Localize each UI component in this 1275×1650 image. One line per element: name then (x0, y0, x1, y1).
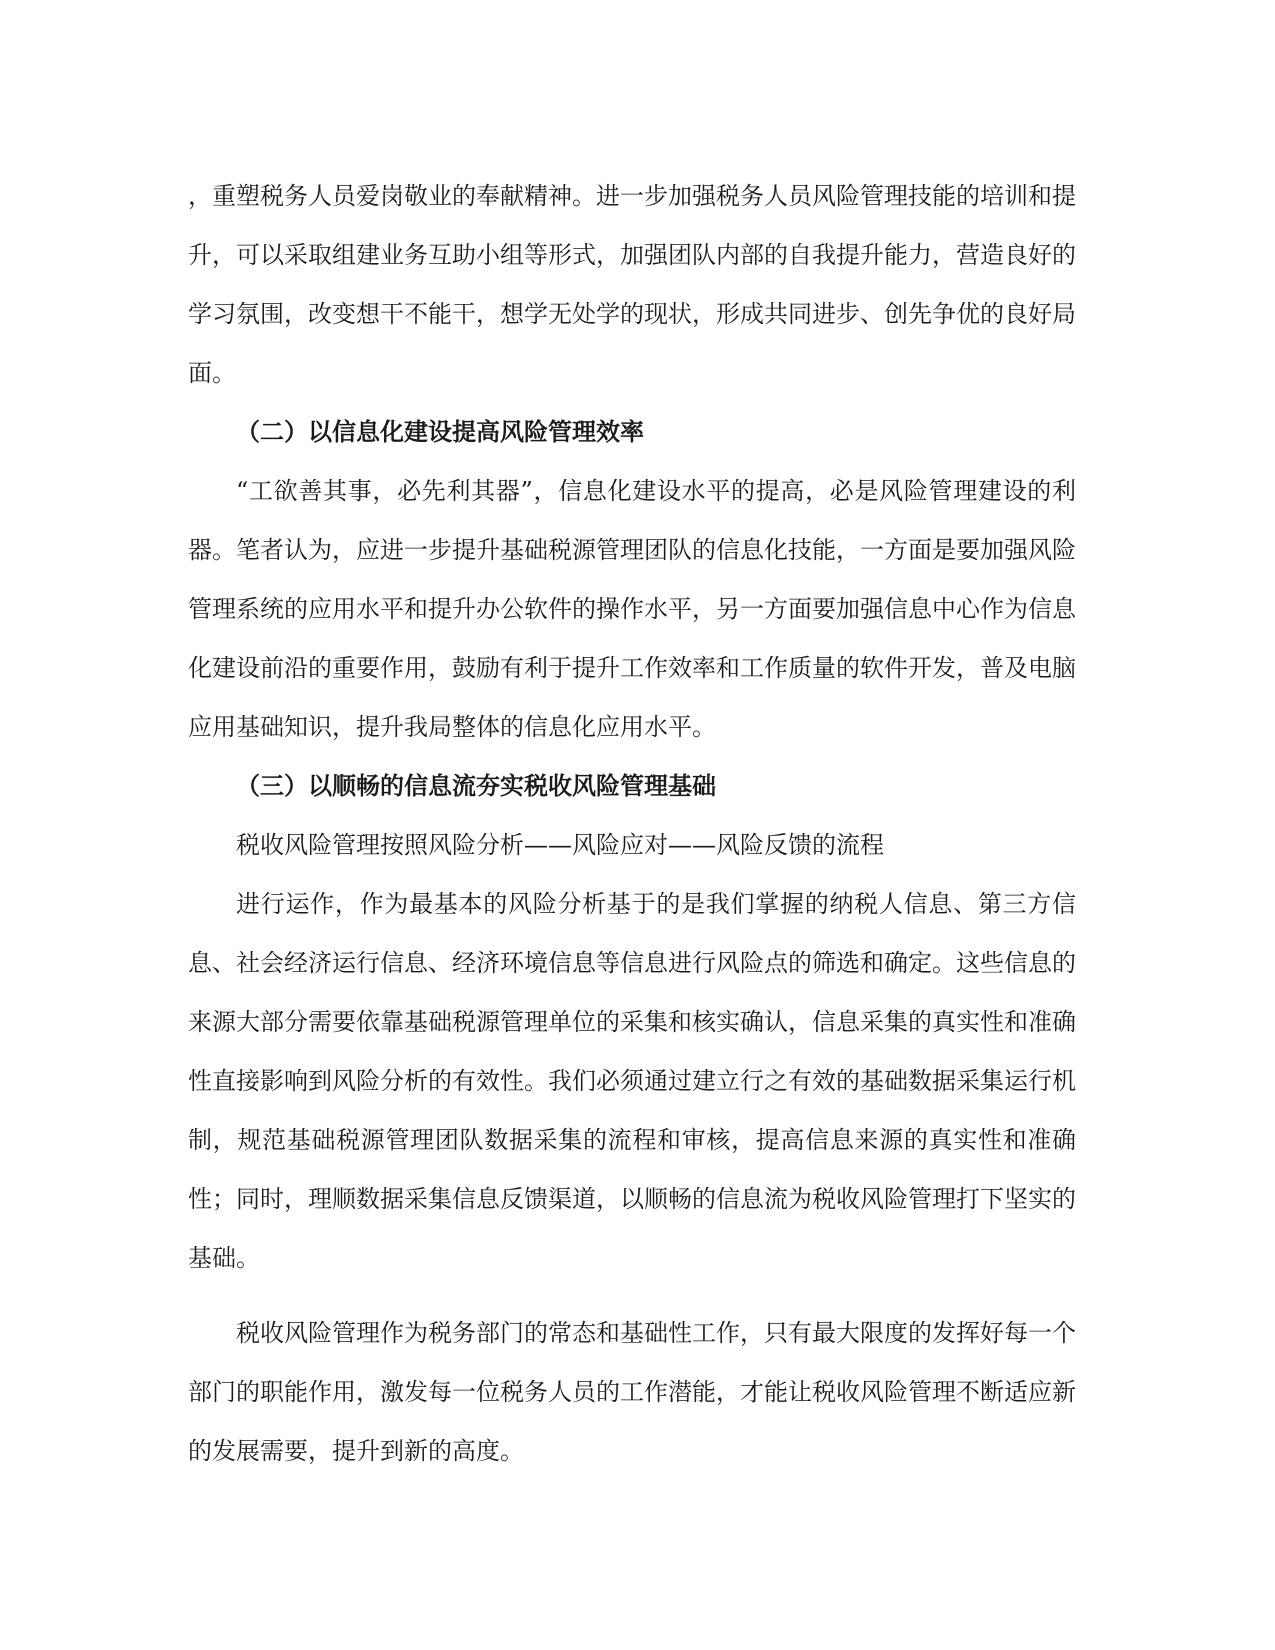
paragraph-information-flow: 进行运作，作为最基本的风险分析基于的是我们掌握的纳税人信息、第三方信息、社会经济运行信息、经济环境信息等信息进行风险点的筛选和确定。这些信息的来源大部分需要依靠基础税源管理单位的采集和核实确认，信息采集的真实性和准确性直接影响到风险分析的有效性。我们必须通过建立行之有效的基础数据采集运行机制，规范基础税源管理团队数据采集的流程和审核，提高信息来源的真实性和准确性；同时，理顺数据采集信息反馈渠道，以顺畅的信息流为税收风险管理打下坚实的基础。 (188, 890, 1076, 1272)
paragraph-gap (188, 1288, 1076, 1304)
paragraph-continuation: ，重塑税务人员爱岗敬业的奉献精神。进一步加强税务人员风险管理技能的培训和提升，可以采取组建业务互助小组等形式，加强团队内部的自我提升能力，营造良好的学习氛围，改变想干不能干，想学无处学的现状，形成共同进步、创先争优的良好局面。 (188, 182, 1076, 387)
paragraph-conclusion: 税收风险管理作为税务部门的常态和基础性工作，只有最大限度的发挥好每一个部门的职能作用，激发每一位税务人员的工作潜能，才能让税收风险管理不断适应新的发展需要，提升到新的高度。 (188, 1319, 1076, 1465)
paragraph-informatization: “工欲善其事，必先利其器”，信息化建设水平的提高，必是风险管理建设的利器。笔者认为，应进一步提升基础税源管理团队的信息化技能，一方面是要加强风险管理系统的应用水平和提升办公软件的操作水平，另一方面要加强信息中心作为信息化建设前沿的重要作用，鼓励有利于提升工作效率和工作质量的软件开发，普及电脑应用基础知识，提升我局整体的信息化应用水平。 (188, 477, 1076, 741)
paragraph-risk-process: 税收风险管理按照风险分析——风险应对——风险反馈的流程 (236, 831, 884, 859)
section-heading-3: （三）以顺畅的信息流夯实税收风险管理基础 (236, 772, 716, 800)
document-body (188, 167, 1076, 1481)
section-heading-2: （二）以信息化建设提高风险管理效率 (236, 418, 644, 446)
